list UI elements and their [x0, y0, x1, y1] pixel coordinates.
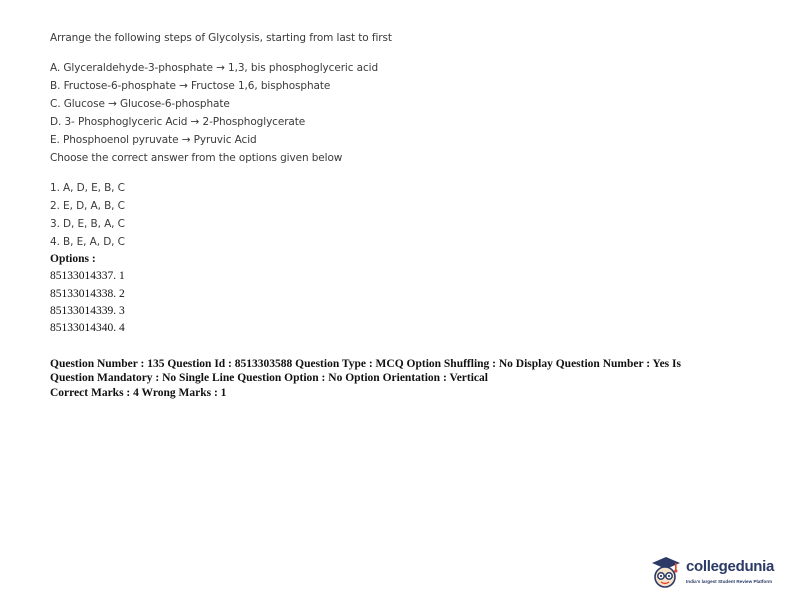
option-item-1: 85133014337. 1 — [50, 270, 125, 282]
step-b: B. Fructose-6-phosphate → Fructose 1,6, bisphosphate — [50, 80, 331, 92]
step-e: E. Phosphoenol pyruvate → Pyruvic Acid — [50, 134, 257, 146]
instruction: Choose the correct answer from the options given below — [50, 152, 343, 164]
choice-2: 2. E, D, A, B, C — [50, 200, 125, 212]
choice-3: 3. D, E, B, A, C — [50, 218, 125, 230]
option-item-4: 85133014340. 4 — [50, 322, 125, 334]
meta-line-3: Correct Marks : 4 Wrong Marks : 1 — [50, 387, 227, 399]
graduate-mascot-icon — [648, 554, 684, 590]
collegedunia-logo — [648, 550, 788, 596]
option-item-3: 85133014339. 3 — [50, 305, 125, 317]
meta-line-1: Question Number : 135 Question Id : 8513303588 Question Type : MCQ Option Shuffling : No Display Question Number : Yes Is — [50, 358, 681, 370]
choice-4: 4. B, E, A, D, C — [50, 236, 125, 248]
logo-tagline: India's largest Student Review Platform — [686, 579, 773, 584]
choice-1: 1. A, D, E, B, C — [50, 182, 125, 194]
step-d: D. 3- Phosphoglyceric Acid → 2-Phosphoglycerate — [50, 116, 306, 128]
logo-wordmark: collegedunia — [686, 558, 775, 575]
question-prompt: Arrange the following steps of Glycolysis, starting from last to first — [50, 32, 392, 44]
step-a: A. Glyceraldehyde-3-phosphate → 1,3, bis phosphoglyceric acid — [50, 62, 379, 74]
meta-line-2: Question Mandatory : No Single Line Question Option : No Option Orientation : Vertical — [50, 372, 488, 384]
options-heading: Options : — [50, 253, 96, 265]
option-item-2: 85133014338. 2 — [50, 288, 125, 300]
step-c: C. Glucose → Glucose-6-phosphate — [50, 98, 230, 110]
